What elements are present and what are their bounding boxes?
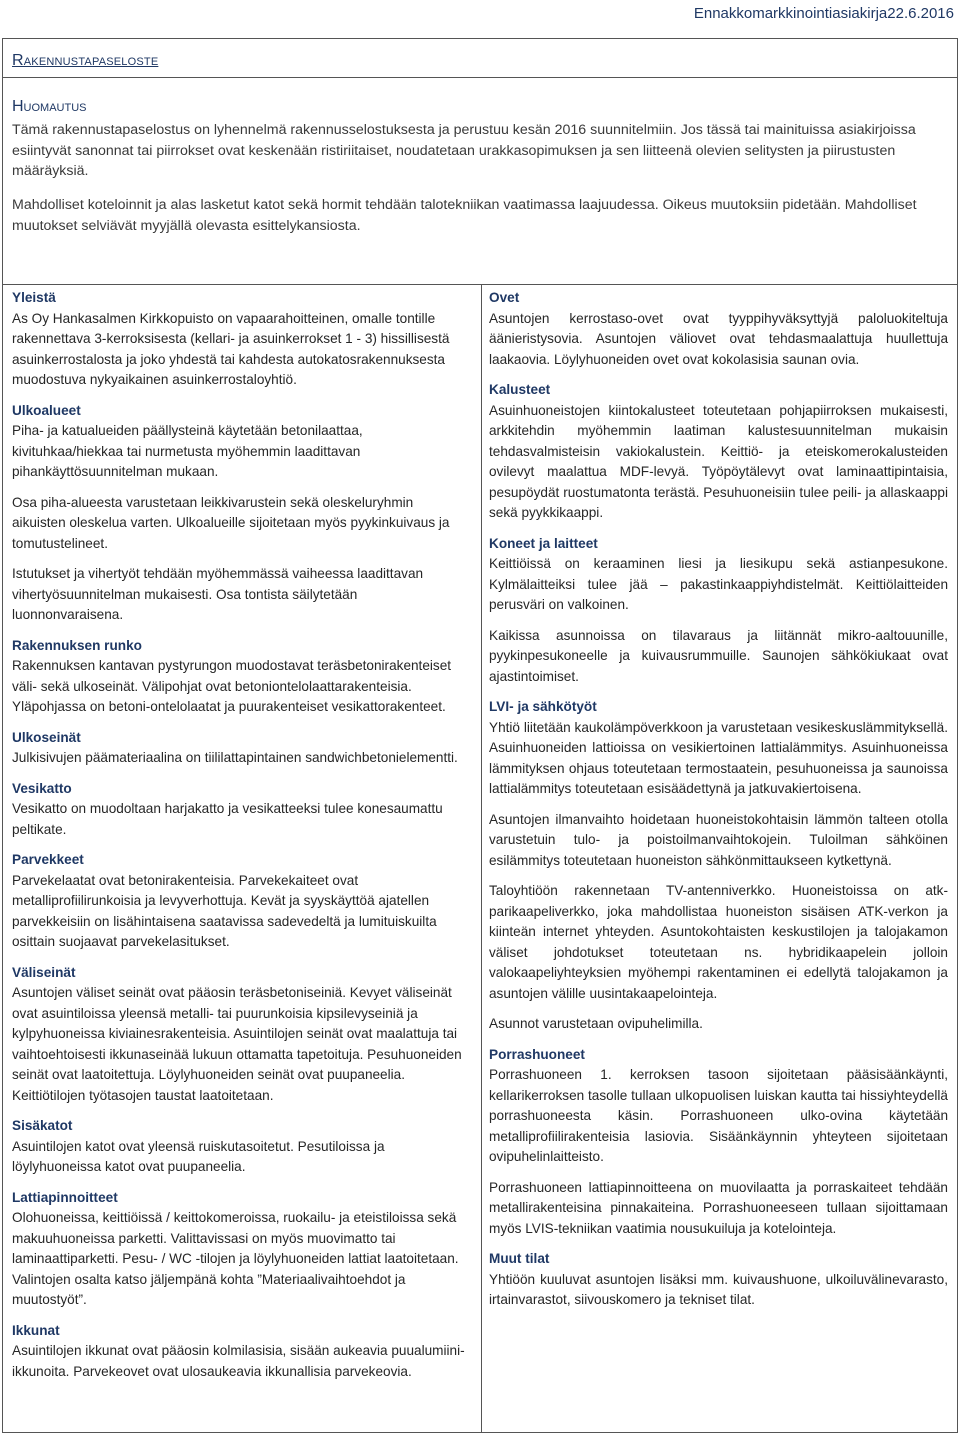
section-text: Piha- ja katualueiden päällysteinä käytetään betonilaattaa, kivituhkaa/hiekkaa tai nurmetusta myöhemmin laadittavan pihankäyttösuunnitelman mukaan. [12,423,363,479]
section-text: Istutukset ja vihertyöt tehdään myöhemmässä vaiheessa laadittavan vihertyösuunnitelman mukaisesti. Osa tontista säilytetään luonnonvaraisena. [12,566,424,622]
spec-section [12,963,470,1107]
section-heading: Rakennuksen runko [12,637,142,653]
notice-box [3,78,957,285]
section-heading: LVI- ja sähkötyöt [489,699,597,714]
spec-section [489,534,948,616]
section-text: As Oy Hankasalmen Kirkkopuisto on vapaarahoitteinen, omalle tontille rakennettava 3-kerroksisesta (kellari- ja asuinkerrokset 1 - 3) hissillisestä asuinkerrostalosta ja joko yhdestä tai kahdesta autokatosrakennuksesta muodostuva nykyaikainen asuinkerrostaloyhtiö. [12,310,450,387]
section-text: Vesikatto on muodoltaan harjakatto ja vesikatteeksi tulee konesaumattu peltikate. [12,801,443,837]
section-text: Taloyhtiöön rakennetaan TV-antenniverkko. Huoneistoissa on atk-parikaapeliverkko, joka mahdollistaa huoneiston sisäisen ATK-verkon ja kiinteän internet yhteyden. Asuntokohtaisten keskustilojen ja talojakamon väliset johdotukset toteutetaan ns. hybridikaapelein jolloin valokaapeliyhteyksien myöhempi rakentaminen ei edellytä talojakamon ja asuntojen välille uusintakaapelointeja. [489,883,948,1001]
section-heading: Ulkoseinät [12,729,81,745]
spec-section [489,1014,948,1035]
spec-section [12,1116,470,1178]
section-text: Asuintilojen ikkunat ovat pääosin kolmilasisia, sisään aukeavia puualumiini-ikkunoita. Parvekeovet ovat ulosaukeavia ikkunallisia parvekeovia. [12,1343,465,1379]
left-column [12,288,470,1392]
section-text: Osa piha-alueesta varustetaan leikkivarustein sekä oleskeluryhmin aikuisten oleskelua varten. Ulkoalueille sijoitetaan myös pyykinkuivaus ja tomutustelineet. [12,494,450,551]
section-heading: Muut tilat [489,1251,550,1266]
spec-section [489,626,948,688]
title-row [3,39,957,78]
section-heading: Koneet ja laitteet [489,535,598,551]
section-heading: Vesikatto [12,780,72,796]
section-text: Porrashuoneen lattiapinnoitteena on muovilaatta ja porraskaiteet tehdään metallirakenteisina pinnakaiteina. Porrashuoneeseen tullaan sijoittamaan myös LVIS-tekniikan vaatimia nousukuiluja ja kotelointeja. [489,1179,948,1236]
section-text: Parvekelaatat ovat betonirakenteisia. Parvekekaiteet ovat metalliprofiilirunkoisia ja levyverhottuja. Kevät ja syyskäyttöä ajatellen parvekkeisiin on lisähintaisena saatavissa sadevedeltä ja lumituiskuilta osittain suojaavat parvekelasitukset. [12,872,437,949]
spec-section [12,728,470,769]
notice-paragraph: Mahdolliset koteloinnit ja alas lasketut katot sekä hormit tehdään talotekniikan vaatimassa laajuudessa. Oikeus muutoksiin pidetään. Mahdolliset muutokset selviävät myyjällä olevasta esittelykansiosta. [12,197,917,234]
section-text: Asuntojen kerrostaso-ovet ovat tyyppihyväksyttyjä paloluokiteltuja äänieristysovia. Asuntojen väliovet ovat tehdasmaalattuja huullettuja laakaovia. Löylyhuoneiden ovet ovat kokolasisia saunan ovia. [489,310,948,367]
section-text: Asuntojen väliset seinät ovat pääosin teräsbetoniseiniä. Kevyet väliseinät ovat asuintiloissa yleensä metalli- tai puurunkoisia kipsilevyseiniä ja kylpyhuoneissa kiviainesrakenteisia. Asuintilojen seinät ovat maalattuja tai vaihtoehtoisesti ikkunaseinää lukuun ottamatta tapetoituja. Pesuhuoneiden seinät ovat laatoitettuja. Löylyhuoneiden seinät ovat puupaneelia. Keittiötilojen työtasojen taustat laatoitetaan. [12,985,462,1103]
notice-paragraph: Tämä rakennustapaselostus on lyhennelmä rakennusselostuksesta ja perustuu kesän 2016 suunnitelmiin. Jos tässä tai mainituissa asiakirjoissa esiintyvät sanonnat tai piirrokset ovat keskenään ristiriitaiset, noudatetaan urakkasopimuksen ja sen liitteenä olevien selitysten ja piirustusten määräyksiä. [12,122,916,179]
spec-section [489,881,948,1004]
spec-section [12,493,470,555]
spec-section [12,1188,470,1311]
spec-section [489,1045,948,1168]
section-heading: Lattiapinnoitteet [12,1189,118,1205]
section-heading: Yleistä [12,290,56,305]
section-text: Yhtiöön kuuluvat asuntojen lisäksi mm. kuivaushuone, ulkoiluvälinevarasto, irtainvarastot, siivouskomero ja tekniset tilat. [489,1271,948,1307]
section-text: Julkisivujen päämateriaalina on tiililattapintainen sandwichbetonielementti. [12,750,458,765]
section-heading: Väliseinät [12,964,76,980]
content-frame [2,38,958,1433]
spec-section [489,697,948,800]
spec-section [12,401,470,483]
document-reference: Ennakkomarkkinointiasiakirja22.6.2016 [693,5,954,22]
section-heading: Kalusteet [489,382,551,397]
section-text: Asunnot varustetaan ovipuhelimilla. [489,1016,703,1031]
spec-section [12,1321,470,1383]
column-divider [481,284,482,1432]
page-title: Rakennustapaseloste [12,52,159,69]
section-heading: Parvekkeet [12,852,84,867]
spec-section [12,564,470,626]
section-heading: Porrashuoneet [489,1046,585,1062]
spec-section [489,1249,948,1311]
section-heading: Ulkoalueet [12,402,81,418]
section-text: Asuntojen ilmanvaihto hoidetaan huoneistokohtaisin lämmön talteen otolla varustetuin tulo- ja poistoilmanvaihtokojein. Tuloilman sähköinen esilämmitys toteutetaan huoneiston sähkönmittaukseen kytkettynä. [489,811,948,868]
section-text: Asuintilojen katot ovat yleensä ruiskutasoitetut. Pesutiloissa ja löylyhuoneissa katot ovat puupaneelia. [12,1138,385,1174]
section-heading: Ovet [489,290,520,305]
section-text: Keittiöissä on keraaminen liesi ja liesikupu sekä astianpesukone. Kylmälaitteiksi tulee jää – pakastinkaappiyhdistelmät. Keittiölaitteiden perusväri on valkoinen. [489,556,948,612]
spec-section [489,288,948,370]
section-text: Porrashuoneen 1. kerroksen tasoon sijoitetaan pääsisäänkäynti, kellarikerroksen tasolle tullaan ulkopuolisen luiskan kautta tai hissiyhteydellä porrashuoneesta käsin. Porrashuoneen ulko-ovina käytetään metalliprofiilirakenteisia lasiovia. Sisäänkäynnin yhteyteen sijoitetaan ovipuhelinlaitteisto. [489,1067,948,1164]
notice-heading: Huomautus [12,98,87,115]
section-text: Yhtiö liitetään kaukolämpöverkkoon ja varustetaan vesikeskuslämmityksellä. Asuinhuoneiden lattioissa on vesikiertoinen lattialämmitys. Asuinhuoneissa lämmityksen ohjaus toteutetaan termostaatein, pesuhuoneissa ja saunoissa lattialämmitys toteutetaan esisäädettynä ja jatkuvakiertoisena. [489,719,948,796]
section-text: Kaikissa asunnoissa on tilavaraus ja liitännät mikro-aaltouunille, pyykinpesukoneelle ja kuivausrummuille. Saunojen sähkökiukaat ovat ajastintoimiset. [489,627,948,684]
section-text: Rakennuksen kantavan pystyrungon muodostavat teräsbetonirakenteiset väli- sekä ulkoseinät. Välipohjat ovat betoniontelolaattarakenteisia. Yläpohjassa on betoni-ontelolaatat ja puurakenteiset vesikattorakenteet. [12,658,452,714]
spec-section [489,810,948,872]
spec-section [12,288,470,391]
section-heading: Ikkunat [12,1322,60,1338]
spec-section [12,850,470,953]
right-column [489,288,948,1321]
section-heading: Sisäkatot [12,1118,73,1133]
section-text: Asuinhuoneistojen kiintokalusteet toteutetaan pohjapiirroksen mukaisesti, arkkitehdin myöhemmin laatiman kalustesuunnitelman mukaisin tehdasvalmisteisin vakiokalustein. Keittiö- ja eteiskomerokalusteiden ovilevyt maalattua MDF-levyä. Työpöytälevyt ovat laminaattipintaisia, pesupöydät ruostumatonta terästä. Pesuhuoneisiin tulee peili- ja allaskaappi sekä pyykkikaappi. [489,402,948,520]
section-text: Olohuoneissa, keittiöissä / keittokomeroissa, ruokailu- ja eteistiloissa sekä makuuhuoneissa parketti. Valittavissasi on myös muovimatto tai laminaattiparketti. Pesu- / WC -tilojen ja löylyhuoneiden lattiat laatoitetaan. Valintojen osalta katso jäljempänä kohta ”Materiaalivaihtoehdot ja muutostyöt”. [12,1210,459,1307]
spec-section [12,779,470,841]
spec-section [489,380,948,524]
spec-section [12,636,470,718]
spec-section [489,1178,948,1240]
